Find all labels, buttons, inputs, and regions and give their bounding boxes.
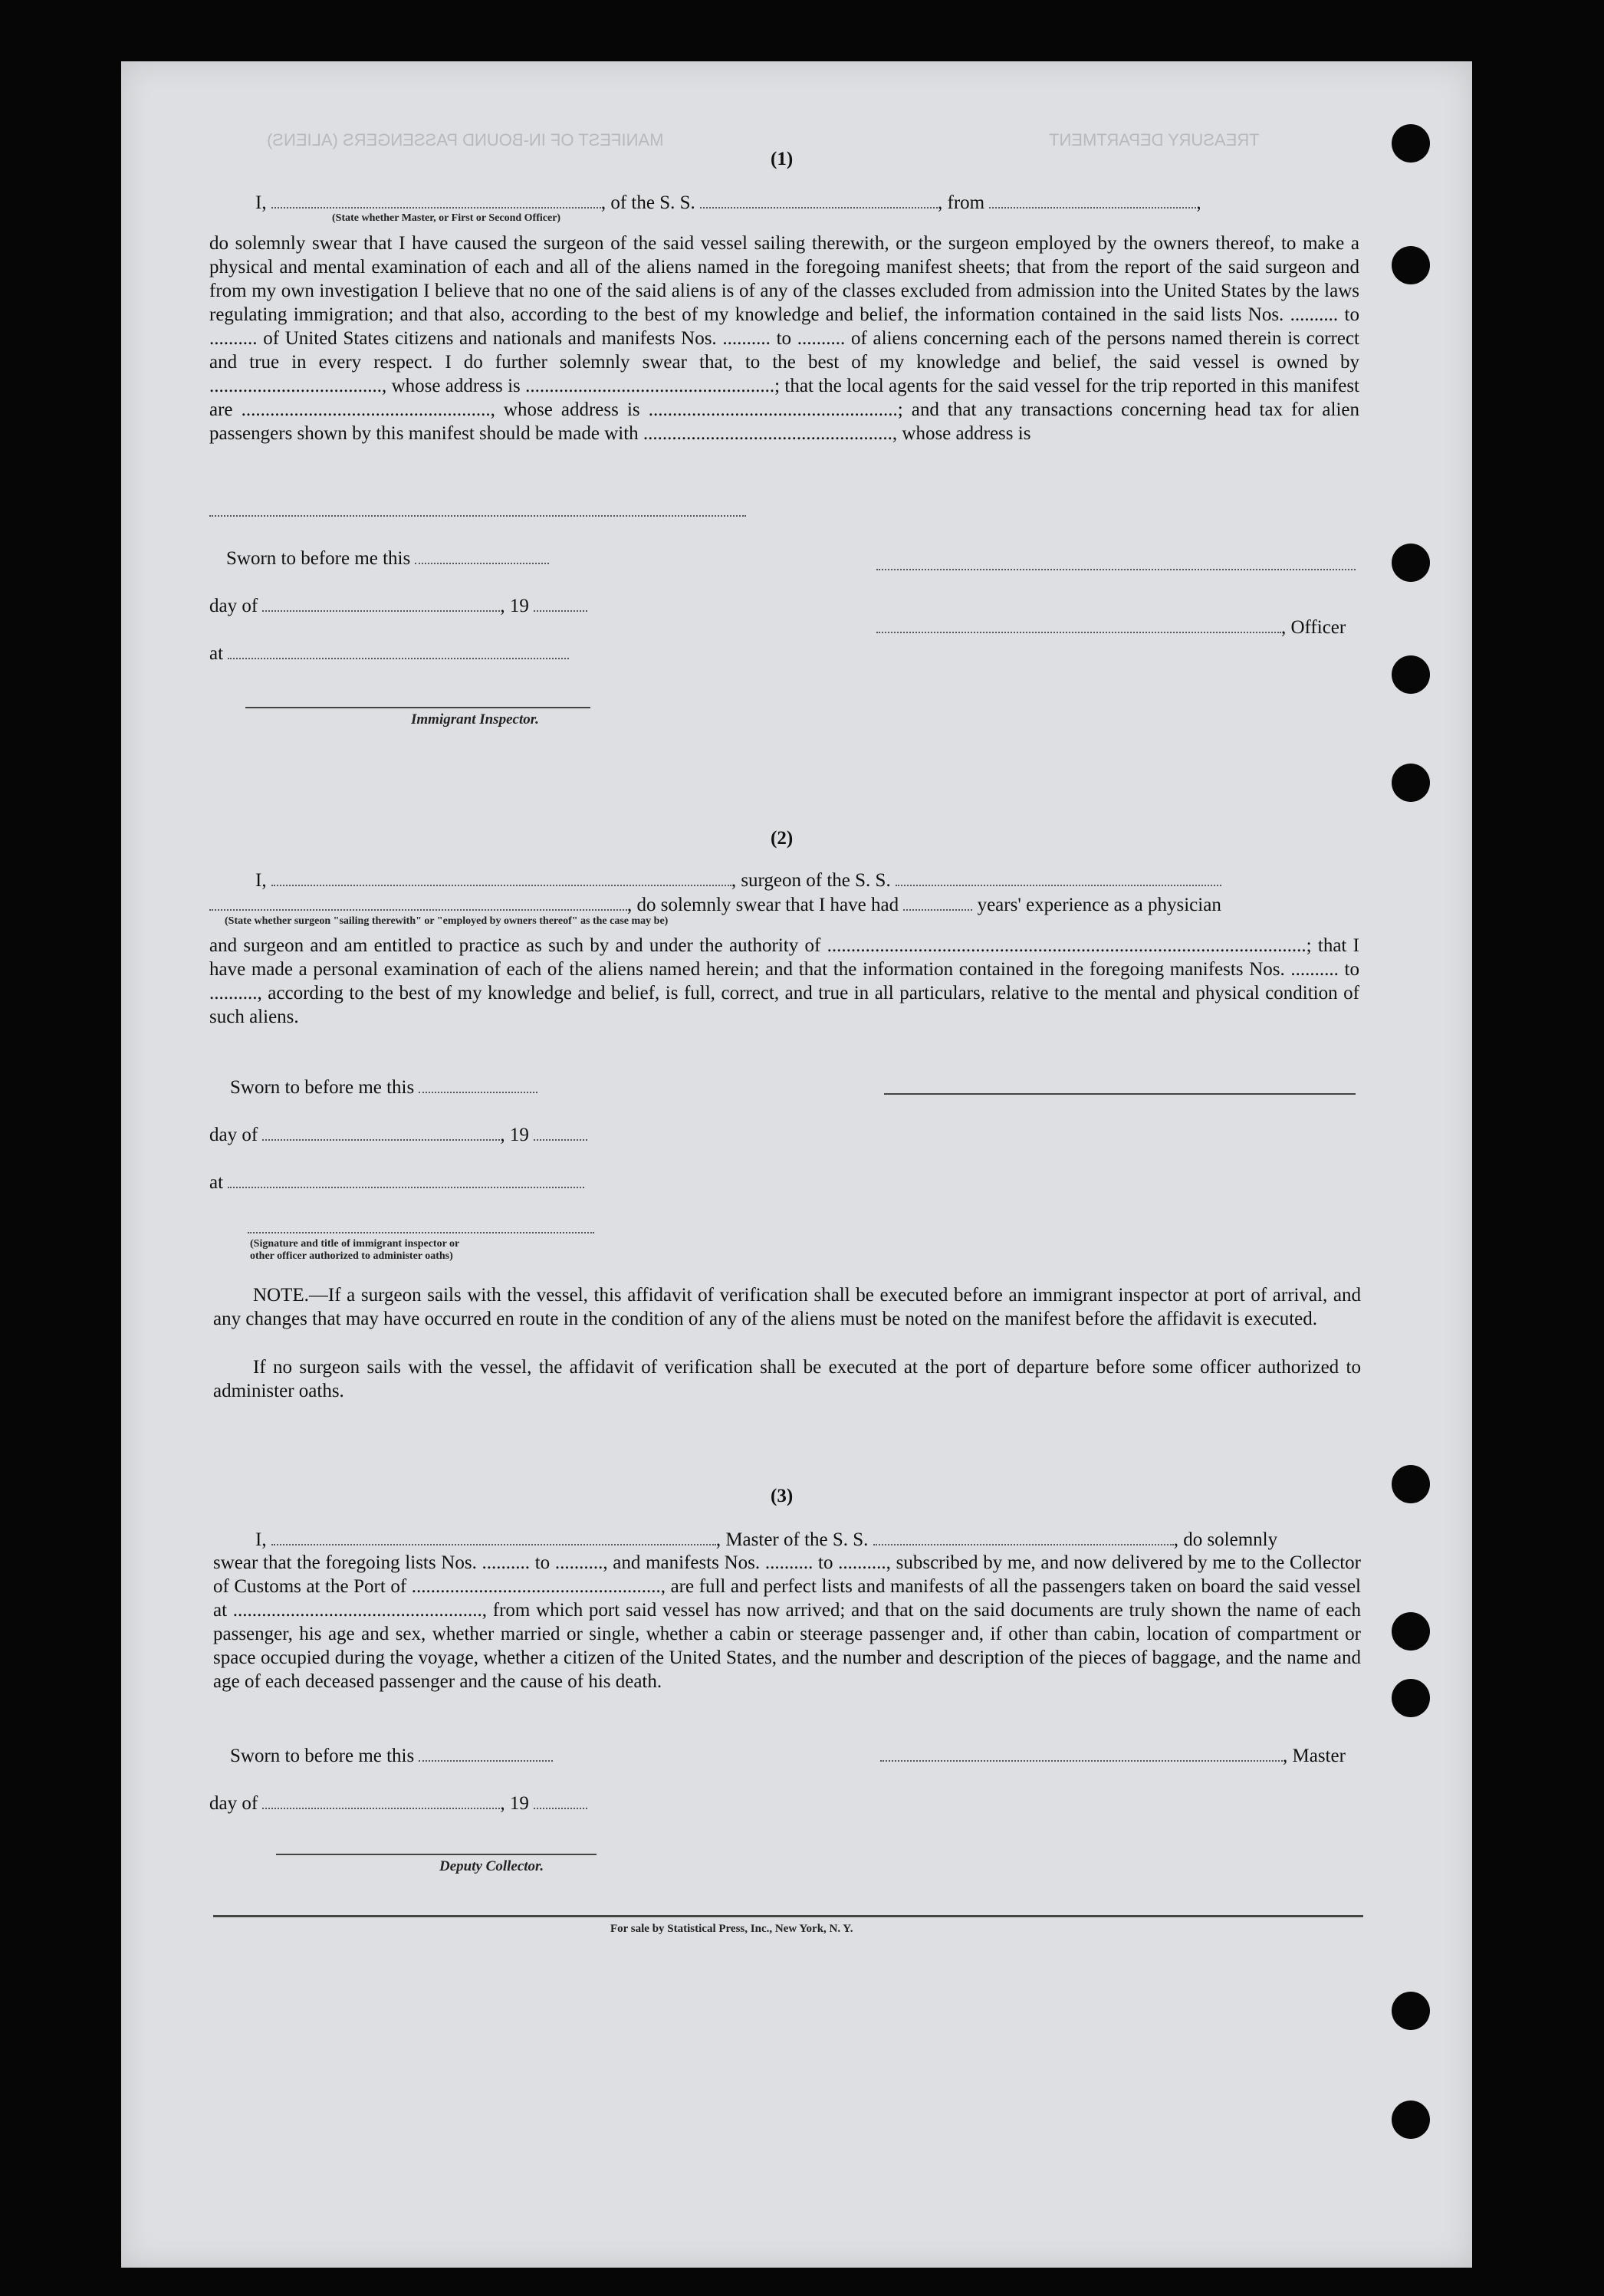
- years-field[interactable]: [903, 892, 972, 911]
- master-signature-field[interactable]: [880, 1743, 1283, 1762]
- sworn-date-field[interactable]: [419, 1743, 553, 1762]
- section-2-sworn-line: [230, 1075, 537, 1099]
- officer-signature-field[interactable]: [876, 615, 1281, 633]
- address-line-continued[interactable]: [209, 515, 746, 517]
- year-prefix: , 19: [500, 1125, 529, 1145]
- section-1-day-line: [209, 593, 587, 618]
- note-paragraph-1: NOTE.—If a surgeon sails with the vessel, this affidavit of verification shall be executed before an immigrant inspector at port of arrival, and any changes that may have occurred en route in the condition of any of the aliens must be noted on the manifest before the affidavit is executed.: [213, 1285, 1361, 1329]
- manifest-back-page: [121, 61, 1472, 2268]
- section-1-officer-line: [876, 615, 1346, 639]
- day-of-field[interactable]: [262, 1122, 500, 1141]
- binder-hole: [1392, 246, 1430, 284]
- of-ss-label: , of the S. S.: [600, 192, 695, 213]
- signature-caption-2: other officer authorized to administer oaths): [250, 1250, 453, 1262]
- binder-hole: [1392, 544, 1430, 582]
- binder-hole: [1392, 655, 1430, 694]
- intro-i: I,: [255, 870, 267, 891]
- sworn-label: Sworn to before me this: [226, 548, 411, 569]
- surgeon-name-field[interactable]: [271, 868, 731, 886]
- day-of-field[interactable]: [262, 1791, 500, 1809]
- sworn-label: Sworn to before me this: [230, 1077, 415, 1098]
- section-3-day-line: [209, 1791, 587, 1815]
- section-2-swear-line: [209, 892, 1221, 917]
- vessel-name-field[interactable]: [873, 1527, 1174, 1545]
- binder-hole: [1392, 1679, 1430, 1717]
- section-2-day-line: [209, 1122, 587, 1147]
- inspector-signature-line[interactable]: [248, 1232, 594, 1233]
- intro-i: I,: [255, 1529, 267, 1550]
- vessel-name-field[interactable]: [700, 190, 938, 209]
- officer-label: , Officer: [1281, 617, 1346, 638]
- section-3-intro-line: [255, 1527, 1277, 1552]
- year-field[interactable]: [534, 1122, 587, 1141]
- sworn-date-field[interactable]: [419, 1075, 537, 1093]
- binder-hole: [1392, 2101, 1430, 2139]
- surgeon-of-label: , surgeon of the S. S.: [731, 870, 891, 891]
- binder-hole: [1392, 124, 1430, 163]
- bleed-through-subheader: TREASURY DEPARTMENT: [1049, 130, 1260, 149]
- section-1-at-line: [209, 641, 569, 665]
- section-1-sworn-line: [226, 546, 549, 570]
- day-of-field[interactable]: [262, 593, 500, 612]
- section-1-intro-line: I, , of the S. S. , from ,: [255, 190, 1201, 215]
- surgeon-type-field[interactable]: [209, 892, 627, 911]
- section-1-caption: (State whether Master, or First or Second Officer): [332, 212, 561, 224]
- section-3-sworn-line: [230, 1743, 553, 1768]
- note-paragraph-2: If no surgeon sails with the vessel, the affidavit of verification shall be executed at the port of departure before some officer authorized to administer oaths.: [213, 1357, 1361, 1401]
- at-label: at: [209, 643, 224, 664]
- day-of-label: day of: [209, 596, 258, 616]
- section-1-body: do solemnly swear that I have caused the surgeon of the said vessel sailing therewith, or the surgeon employed by the owners thereof, to make a physical and mental examination of each and all of the aliens named in the foregoing manifest sheets; that from the report of the said surgeon and from my own investigation I believe that no one of the said aliens is of any of the classes excluded from admission into the United States by the laws regulating immigration; and that also, according to the best of my knowledge and belief, the information contained in the said lists Nos. .......... to .......... of United States citizens and nationals and manifests Nos. .......... to .......... of aliens concerning each of the persons named therein is correct and true in every respect. I do further solemnly swear that, to the best of my knowledge and belief, the said vessel is owned by ...................................., whose address is ....................................................; that the local agents for the said vessel for the trip reported in this manifest are ...................................................., whose address is ....................................................; and that any transactions concerning head tax for alien passengers shown by this manifest should be made with ...................................................., whose address is: [209, 233, 1359, 444]
- do-solemnly-label: , do solemnly: [1173, 1529, 1278, 1550]
- master-of-label: , Master of the S. S.: [715, 1529, 869, 1550]
- at-place-field[interactable]: [228, 1170, 584, 1188]
- at-place-field[interactable]: [228, 641, 569, 659]
- immigrant-inspector-caption: Immigrant Inspector.: [411, 711, 539, 728]
- inspector-signature-line[interactable]: [245, 707, 590, 708]
- binder-hole: [1392, 1992, 1430, 2030]
- section-2-body: and surgeon and am entitled to practice as such by and under the authority of ....................................................................................................; that I have made a personal examination of each of the aliens named herein; and that the information contained in the foregoing manifests Nos. .......... to .........., according to the best of my knowledge and belief, is full, correct, and true in all particulars, relative to the mental and physical condition of such aliens.: [209, 935, 1359, 1027]
- year-field[interactable]: [534, 593, 587, 612]
- surgeon-signature-line[interactable]: [884, 1093, 1356, 1095]
- binder-hole: [1392, 1612, 1430, 1651]
- at-label: at: [209, 1172, 224, 1193]
- year-prefix: , 19: [500, 1793, 529, 1814]
- from-label: , from: [938, 192, 985, 213]
- origin-port-field[interactable]: [989, 190, 1196, 209]
- section-2-number: (2): [771, 828, 794, 849]
- sworn-label: Sworn to before me this: [230, 1746, 415, 1766]
- vessel-name-field[interactable]: [896, 868, 1221, 886]
- section-3-master-line: [880, 1743, 1346, 1768]
- signature-caption-1: (Signature and title of immigrant inspector or: [250, 1238, 460, 1250]
- binder-hole: [1392, 1465, 1430, 1503]
- years-label: years' experience as a physician: [977, 895, 1221, 915]
- year-prefix: , 19: [500, 596, 529, 616]
- deputy-collector-caption: Deputy Collector.: [439, 1858, 544, 1874]
- section-3-number: (3): [771, 1486, 794, 1506]
- master-label: , Master: [1283, 1746, 1346, 1766]
- collector-signature-line[interactable]: [276, 1854, 597, 1855]
- section-2-at-line: [209, 1170, 584, 1194]
- year-field[interactable]: [534, 1791, 587, 1809]
- bleed-through-header: MANIFEST OF IN-BOUND PASSENGERS (ALIENS): [267, 130, 664, 149]
- footer-divider: [213, 1915, 1363, 1917]
- printer-credit: For sale by Statistical Press, Inc., New York, N. Y.: [610, 1923, 853, 1935]
- day-of-label: day of: [209, 1793, 258, 1814]
- section-2-caption: (State whether surgeon "sailing therewith" or "employed by owners thereof" as the case may be): [225, 915, 669, 927]
- intro-i: I,: [255, 192, 267, 213]
- officer-rank-field[interactable]: [271, 190, 601, 209]
- section-1-number: (1): [771, 149, 794, 169]
- section-2-intro-line: [255, 868, 1221, 892]
- master-name-field[interactable]: [271, 1527, 716, 1545]
- binder-hole: [1392, 764, 1430, 802]
- swear-label: , do solemnly swear that I have had: [627, 895, 899, 915]
- section-3-body: swear that the foregoing lists Nos. .......... to .........., and manifests Nos. .......... to .........., subscribed by me, and now delivered by me to the Collector of Customs at the Port of ...................................................., are full and perfect lists and manifests of all the passengers taken on board the said vessel at ...................................................., from which port said vessel has now arrived; and that on the said documents are truly shown the name of each passenger, his age and sex, whether married or single, whether a cabin or steerage passenger and, if other than cabin, location of compartment or space occupied during the voyage, whether a citizen of the United States, and the number and description of the pieces of baggage, and the name and age of each deceased passenger and the cause of his death.: [213, 1552, 1361, 1692]
- officer-signature-upper-line[interactable]: [876, 569, 1356, 570]
- day-of-label: day of: [209, 1125, 258, 1145]
- sworn-date-field[interactable]: [415, 546, 549, 564]
